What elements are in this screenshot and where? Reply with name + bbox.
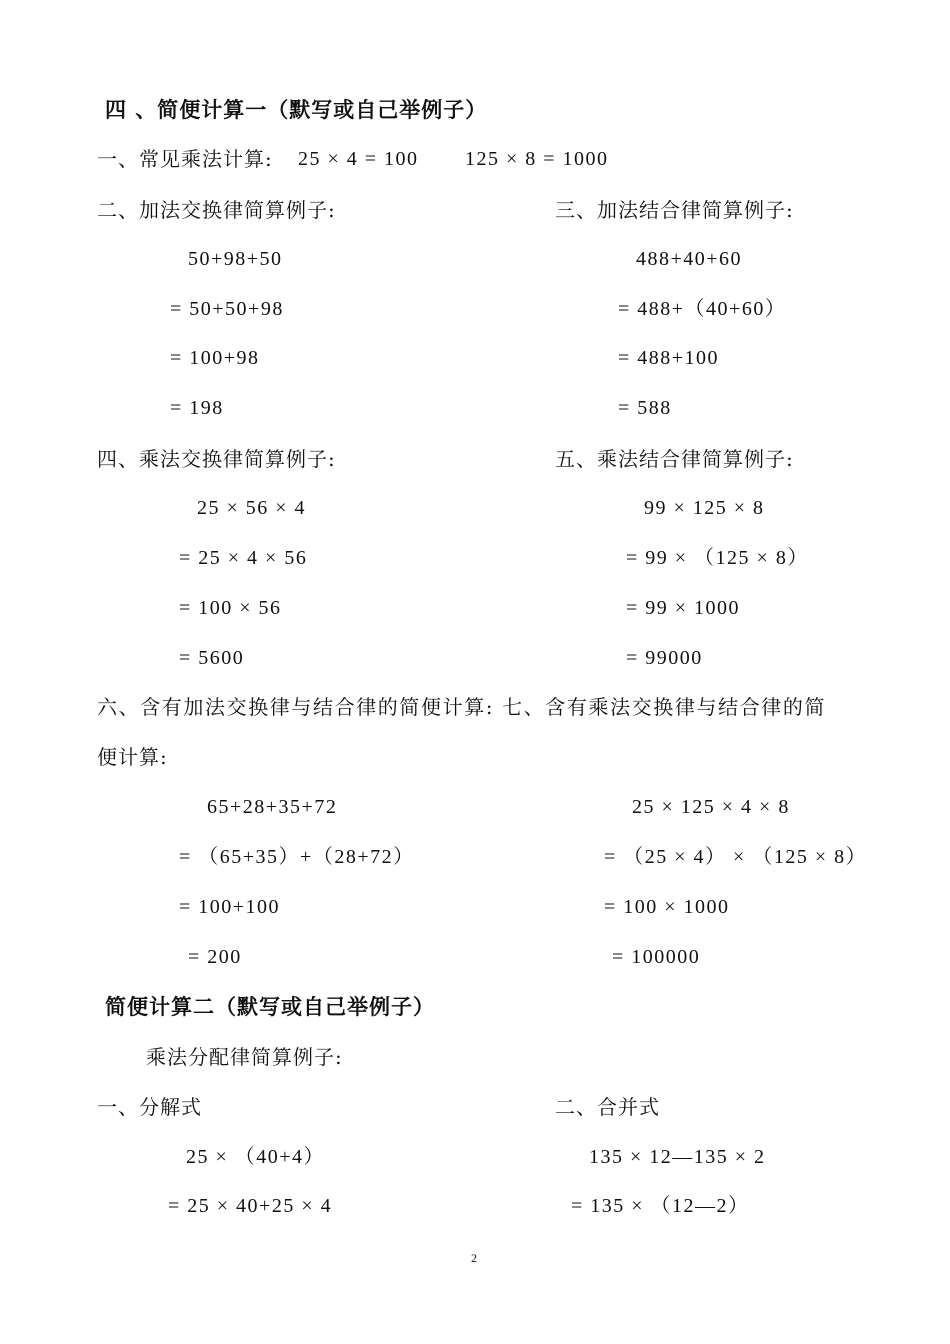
distributive-subtitle: 乘法分配律简算例子: bbox=[146, 1045, 343, 1069]
combined-laws-title-line-1: 六、含有加法交换律与结合律的简便计算: 七、含有乘法交换律与结合律的简 bbox=[97, 695, 827, 719]
add-comm-step-1: 50+98+50 bbox=[188, 248, 283, 270]
section2-heading: 简便计算二（默写或自己举例子） bbox=[105, 994, 435, 1019]
combined-laws-title-line-2: 便计算: bbox=[97, 745, 168, 769]
decompose-title: 一、分解式 bbox=[97, 1095, 202, 1119]
mul-combined-step-3: = 100 × 1000 bbox=[604, 896, 730, 918]
mul-combined-step-1: 25 × 125 × 4 × 8 bbox=[632, 796, 790, 818]
add-assoc-step-3: = 488+100 bbox=[618, 347, 720, 369]
add-combined-step-1: 65+28+35+72 bbox=[207, 796, 338, 818]
merge-title: 二、合并式 bbox=[555, 1095, 660, 1119]
add-combined-step-3: = 100+100 bbox=[179, 896, 281, 918]
common-mult-eq-1: 25 × 4 = 100 bbox=[298, 148, 419, 170]
add-associative-title: 三、加法结合律简算例子: bbox=[555, 198, 794, 222]
mul-associative-title: 五、乘法结合律简算例子: bbox=[555, 447, 794, 471]
mul-comm-step-4: = 5600 bbox=[179, 647, 245, 669]
mul-comm-step-2: = 25 × 4 × 56 bbox=[179, 547, 308, 569]
add-assoc-step-4: = 588 bbox=[618, 397, 672, 419]
add-combined-step-4: = 200 bbox=[188, 946, 242, 968]
decompose-step-2: = 25 × 40+25 × 4 bbox=[168, 1195, 333, 1217]
add-comm-step-2: = 50+50+98 bbox=[170, 298, 284, 320]
common-mult-eq-2: 125 × 8 = 1000 bbox=[465, 148, 609, 170]
page-number: 2 bbox=[471, 1251, 477, 1265]
mul-commutative-title: 四、乘法交换律简算例子: bbox=[97, 447, 336, 471]
merge-step-1: 135 × 12—135 × 2 bbox=[589, 1146, 766, 1168]
common-mult-label: 一、常见乘法计算: bbox=[97, 147, 273, 171]
decompose-step-1: 25 × （40+4） bbox=[186, 1146, 326, 1168]
mul-assoc-step-1: 99 × 125 × 8 bbox=[644, 497, 765, 519]
mul-assoc-step-4: = 99000 bbox=[626, 647, 703, 669]
section1-heading: 四 、简便计算一（默写或自己举例子） bbox=[105, 97, 488, 122]
add-comm-step-3: = 100+98 bbox=[170, 347, 260, 369]
mul-assoc-step-3: = 99 × 1000 bbox=[626, 597, 741, 619]
add-comm-step-4: = 198 bbox=[170, 397, 224, 419]
mul-comm-step-3: = 100 × 56 bbox=[179, 597, 282, 619]
add-commutative-title: 二、加法交换律简算例子: bbox=[97, 198, 336, 222]
mul-combined-step-4: = 100000 bbox=[612, 946, 701, 968]
mul-comm-step-1: 25 × 56 × 4 bbox=[197, 497, 307, 519]
add-combined-step-2: = （65+35）+（28+72） bbox=[179, 846, 415, 868]
add-assoc-step-2: = 488+（40+60） bbox=[618, 298, 787, 320]
add-assoc-step-1: 488+40+60 bbox=[636, 248, 743, 270]
mul-assoc-step-2: = 99 × （125 × 8） bbox=[626, 547, 809, 569]
mul-combined-step-2: = （25 × 4） × （125 × 8） bbox=[604, 846, 868, 868]
merge-step-2: = 135 × （12—2） bbox=[571, 1195, 750, 1217]
